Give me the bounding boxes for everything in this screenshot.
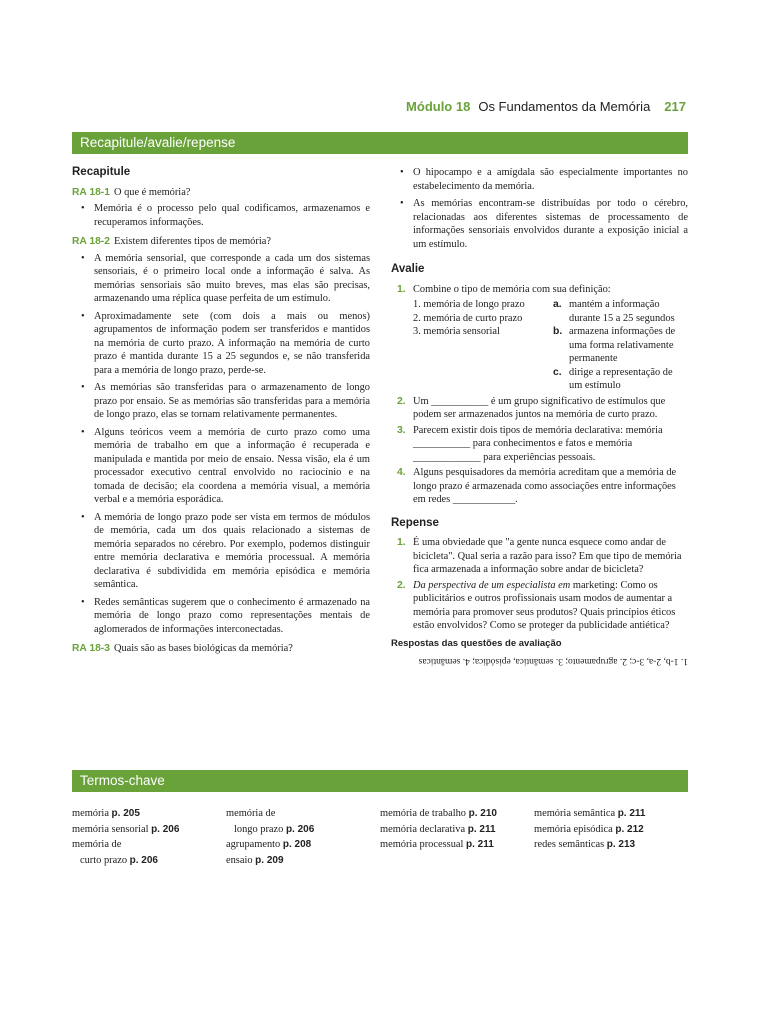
- ra-18-2: RA 18-2 Existem diferentes tipos de memória?: [72, 236, 271, 247]
- list-item: 1. É uma obviedade que "a gente nunca esquece como andar de bicicleta". Qual seria a razão para isso? Em que tipo de memória fica armazenada a informação sobre andar de bicicleta?: [397, 537, 682, 575]
- list-item: • As memórias são transferidas para o armazenamento de longo prazo por ensaio. Se as memórias são transferidas para a memória de longo prazo, elas se tornam relativamente permanentes.: [94, 381, 370, 422]
- list-item: • Alguns teóricos veem a memória de curto prazo como uma memória de trabalho em que a informação é recuperada e manipulada e mantida por meio de ensaio. Nessa visão, ela é um processador executivo central envolvido no raciocínio e na tomada de decisão; ela coordena a memória visual, a memória verbal e a memória esporádica.: [94, 426, 370, 507]
- section-bar-recap: Recapitule/avalie/repense: [72, 132, 688, 154]
- section-bar-terms: Termos-chave: [72, 770, 688, 792]
- chapter-title: Os Fundamentos da Memória: [478, 99, 651, 114]
- list-item: • Redes semânticas sugerem que o conhecimento é armazenado na memória de longo prazo como representações mentais de aglomerados de informações interconectadas.: [94, 596, 370, 637]
- matching-exercise: 1. memória de longo prazo 2. memória de curto prazo 3. memória sensorial a. mantém a informação durante 15 a 25 segundos b. armazena informações de uma forma relativamente permanente c. dirige a representação de um estímulo: [413, 299, 676, 391]
- terms-col-4: memória semântica p. 211 memória episódica p. 212 redes semânticas p. 213: [534, 808, 646, 850]
- answers-title: Respostas das questões de avaliação: [391, 637, 562, 649]
- ra1-bullets: [72, 202, 370, 229]
- running-header: [72, 99, 686, 114]
- list-item: • A memória sensorial, que corresponde a cada um dos sistemas sensoriais, é o primeiro local onde a informação é salva. As memórias sensoriais são muito breves, mas elas são precisas, armazenando uma réplica quase perfeita de um estímulo.: [94, 252, 370, 306]
- repense-heading: Repense: [391, 516, 439, 529]
- list-item: • Aproximadamente sete (com dois a mais ou menos) agrupamentos de informação podem ser transferidos e mantidos na memória de curto prazo. A informação na memória de curto prazo é mantida durante 15 a 25 segundos e, se não transferida para a memória de longo prazo, perde-se.: [94, 310, 370, 378]
- list-item: 2. Da perspectiva de um especialista em marketing: Como os publicitários e outros profissionais usam modos de aumentar a memória para promover seus produtos? Quais princípios éticos estão envolvidos? Como se proteger da publicidade antiética?: [397, 579, 676, 631]
- avalie-heading: Avalie: [391, 263, 425, 275]
- ra-18-3: RA 18-3 Quais são as bases biológicas da memória?: [72, 643, 293, 654]
- list-item: 2. Um ___________ é um grupo significativo de estímulos que podem ser armazenados juntos na memória de curto prazo.: [397, 395, 666, 420]
- repense-questions: [391, 536, 688, 633]
- page-number: 217: [664, 99, 686, 114]
- ra2-bullets: [72, 252, 370, 637]
- list-item: 1. Combine o tipo de memória com sua definição: 1. memória de longo prazo 2. memória de curto prazo 3. memória sensorial a. mantém a informação durante 15 a 25 segundos b. armazena informações de uma forma relativamente permanente c. dirige a representação de um estímulo: [391, 283, 688, 393]
- list-item: • As memórias encontram-se distribuídas por todo o cérebro, relacionadas aos diferentes sistemas de processamento de informações sensoriais envolvidos durante a exposição inicial a um estímulo.: [413, 197, 688, 251]
- recapitule-heading: Recapitule: [72, 166, 131, 178]
- terms-col-3: memória de trabalho p. 210 memória declarativa p. 211 memória processual p. 211: [380, 808, 497, 850]
- list-item: 3. Parecem existir dois tipos de memória declarativa: memória ___________ para conhecimentos e fatos e memória _____________ para experiências pessoais.: [397, 424, 663, 463]
- terms-col-2: memória de longo prazo p. 206 agrupamento p. 208 ensaio p. 209: [226, 808, 315, 866]
- list-item: • Memória é o processo pelo qual codificamos, armazenamos e recuperamos informações.: [94, 202, 370, 229]
- list-item: 4. Alguns pesquisadores da memória acreditam que a memória de longo prazo é armazenada como associações entre informações em redes ____________.: [397, 467, 677, 505]
- list-item: • O hipocampo e a amígdala são especialmente importantes no estabelecimento da memória.: [413, 166, 688, 193]
- ra3-bullets: [391, 166, 688, 251]
- answers-upside-down: 1. 1-b, 2-a, 3-c; 2. agrupamento; 3. semântica, episódica; 4. semânticas: [418, 656, 688, 666]
- terms-col-1: memória p. 205 memória sensorial p. 206 memória de curto prazo p. 206: [72, 808, 180, 866]
- list-item: • A memória de longo prazo pode ser vista em termos de módulos de memória, cada um dos quais relacionado a sistemas de memória separados no cérebro. Por exemplo, podemos distinguir entre memória declarativa e memória processual. A memória declarativa é subdividida em memória episódica e memória semântica.: [94, 511, 370, 592]
- ra-18-1: RA 18-1 O que é memória?: [72, 186, 191, 198]
- module-label: Módulo 18: [406, 99, 471, 114]
- avalie-questions: [391, 283, 688, 507]
- key-terms: [72, 806, 688, 868]
- left-column: [72, 166, 370, 659]
- right-column: [391, 166, 688, 667]
